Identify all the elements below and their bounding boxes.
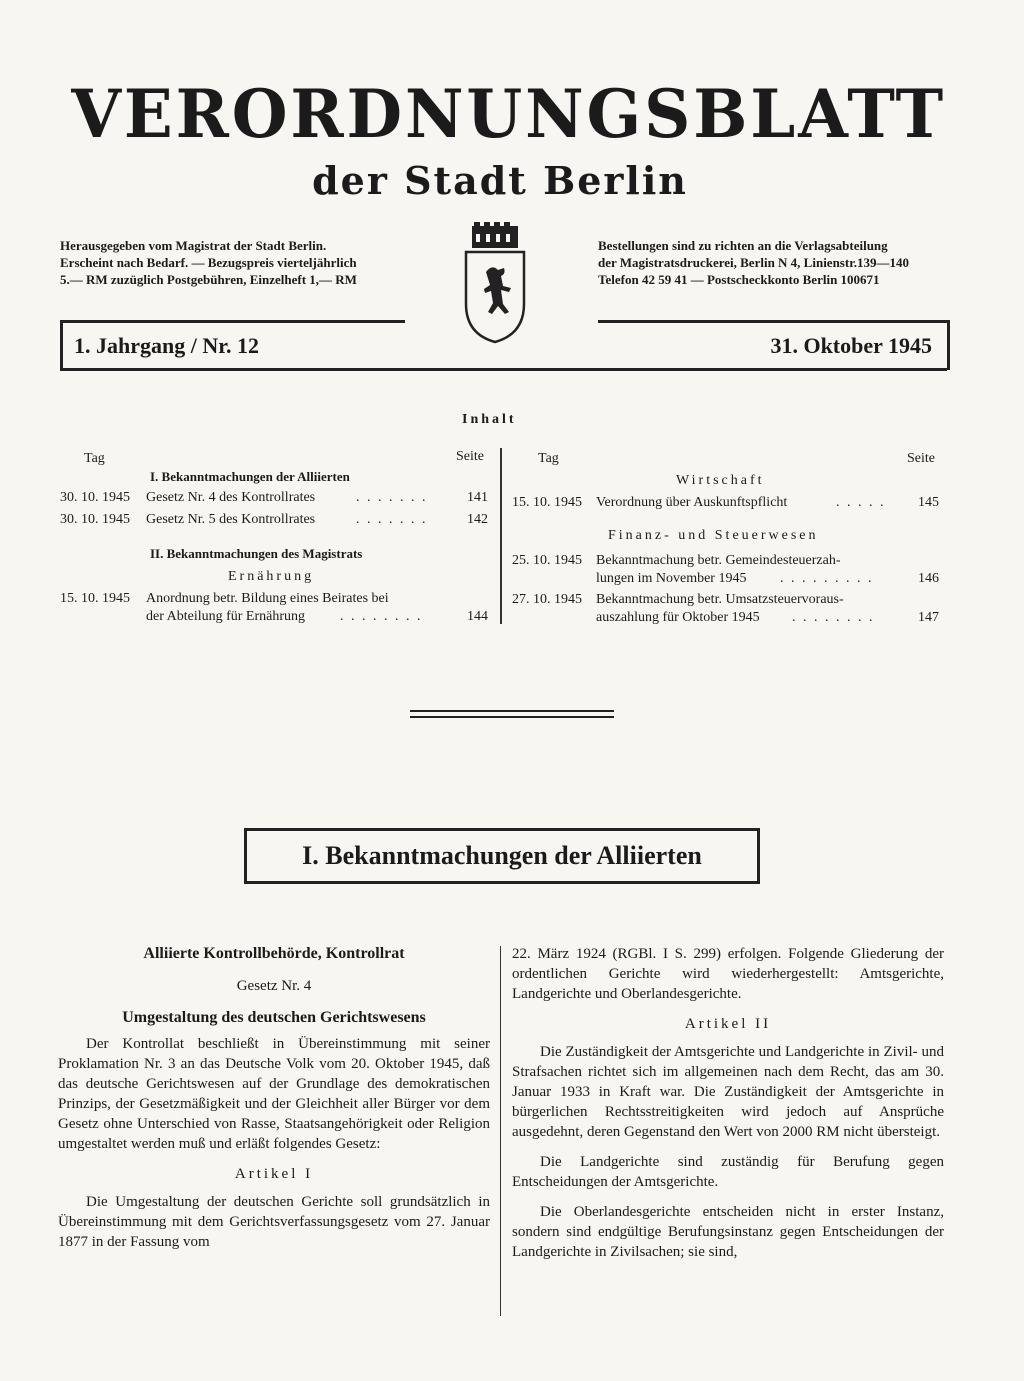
toc-page: 142 <box>467 512 488 527</box>
toc-leader: . . . . . <box>836 495 886 510</box>
toc-col-tag: Tag <box>84 451 105 466</box>
toc-page: 144 <box>467 609 488 624</box>
toc-title: Inhalt <box>462 412 517 427</box>
article-right-column <box>512 944 944 1272</box>
article-left-column <box>58 944 490 1262</box>
toc-entry[interactable]: Anordnung betr. Bildung eines Beirates bei <box>146 591 389 606</box>
toc-date: 30. 10. 1945 <box>60 512 130 527</box>
toc-date: 15. 10. 1945 <box>512 495 582 510</box>
article-preamble: Der Kontrollat beschließt in Übereinstimmung mit seiner Proklamation Nr. 3 an das Deutsche Volk vom 20. Oktober 1945, daß das deutsche Gerichtswesen auf der Grundlage des demokratischen Prinzips, der Gesetzmäßigkeit und der Gleichheit aller Bürger vor dem Gesetz ohne Unterschied von Rasse, Staatsangehörigkeit oder Religion umgestaltet werden muß und erläßt folgendes Gesetz: <box>58 1036 490 1152</box>
toc-page: 146 <box>918 571 939 586</box>
toc-date: 27. 10. 1945 <box>512 592 582 607</box>
toc-entry[interactable]: der Abteilung für Ernährung <box>146 609 306 624</box>
order-line: der Magistratsdruckerei, Berlin N 4, Linienstr.139—140 <box>598 255 910 270</box>
order-line: Bestellungen sind zu richten an die Verlagsabteilung <box>598 238 888 253</box>
section-heading: I. Bekanntmachungen der Alliierten <box>244 828 760 884</box>
toc-column-divider <box>500 448 502 624</box>
publisher-line: 5.— RM zuzüglich Postgebühren, Einzelheft 1,— RM <box>60 272 357 287</box>
article-authority: Alliierte Kontrollbehörde, Kontrollrat <box>143 945 405 962</box>
article-title: Umgestaltung des deutschen Gerichtswesens <box>122 1009 426 1026</box>
publisher-line: Erscheint nach Bedarf. — Bezugspreis vierteljährlich <box>60 255 357 270</box>
issue-date: 31. Oktober 1945 <box>770 333 932 358</box>
toc-col-seite: Seite <box>456 449 484 464</box>
article-heading: Artikel II <box>684 1016 772 1032</box>
toc-col-seite: Seite <box>907 451 935 466</box>
order-info <box>598 237 948 288</box>
article-paragraph: 22. März 1924 (RGBl. I S. 299) erfolgen. Folgende Gliederung der ordentlichen Gerichte wird wiederhergestellt: Amtsgerichte, Landgerichte und Oberlandesgerichte. <box>512 946 944 1002</box>
toc-entry[interactable]: lungen im November 1945 <box>596 571 747 586</box>
article-paragraph: Die Zuständigkeit der Amtsgerichte und Landgerichte in Zivil- und Strafsachen richtet sich im allgemeinen nach dem Recht, das am 30. Januar 1933 in Kraft war. Die Zuständigkeit der Amtsgerichte in bürgerlichen Rechtsstreitigkeiten wird jedoch auf Ansprüche ausgedehnt, deren Gegenstand den Wert von 2000 RM nicht übersteigt. <box>512 1044 944 1140</box>
toc-col-tag: Tag <box>538 451 559 466</box>
toc-section: II. Bekanntmachungen des Magistrats <box>150 546 363 561</box>
toc-entry[interactable]: Gesetz Nr. 5 des Kontrollrates <box>146 512 316 527</box>
article-law-number: Gesetz Nr. 4 <box>236 978 312 994</box>
toc-leader: . . . . . . . . <box>792 610 875 625</box>
toc-subsection: Finanz- und Steuerwesen <box>608 528 819 543</box>
toc-page: 147 <box>918 610 939 625</box>
toc-date: 30. 10. 1945 <box>60 490 130 505</box>
toc-leader: . . . . . . . <box>356 490 428 505</box>
divider <box>410 710 614 712</box>
toc-date: 15. 10. 1945 <box>60 591 130 606</box>
toc-subsection: Ernährung <box>228 569 315 584</box>
toc-page: 145 <box>918 495 939 510</box>
toc-entry[interactable]: auszahlung für Oktober 1945 <box>596 610 760 625</box>
toc-date: 25. 10. 1945 <box>512 553 582 568</box>
divider <box>60 320 405 323</box>
toc-page: 141 <box>467 490 488 505</box>
article-heading: Artikel I <box>234 1166 314 1182</box>
toc-entry[interactable]: Bekanntmachung betr. Umsatzsteuervoraus- <box>596 592 844 607</box>
toc-leader: . . . . . . . <box>356 512 428 527</box>
toc-entry[interactable]: Verordnung über Auskunftspflicht <box>596 495 788 510</box>
publisher-line: Herausgegeben vom Magistrat der Stadt Berlin. <box>60 238 327 253</box>
toc-leader: . . . . . . . . . <box>780 571 874 586</box>
toc-section: I. Bekanntmachungen der Alliierten <box>150 469 350 484</box>
article-paragraph: Die Oberlandesgerichte entscheiden nicht in erster Instanz, sondern sind endgültige Berufungsinstanz gegen Entscheidungen der Landgerichte in Zivilsachen; sie sind, <box>512 1204 944 1260</box>
masthead-subtitle: der Stadt Berlin <box>312 158 688 203</box>
toc-leader: . . . . . . . . <box>340 609 423 624</box>
masthead-title: VERORDNUNGSBLATT <box>71 75 947 153</box>
divider <box>410 716 614 718</box>
article-paragraph: Die Umgestaltung der deutschen Gerichte soll grundsätzlich in Übereinstimmung mit dem Gerichtsverfassungsgesetz vom 27. Januar 1877 in der Fassung vom <box>58 1194 490 1250</box>
toc-subsection: Wirtschaft <box>676 473 765 488</box>
article-paragraph: Die Landgerichte sind zuständig für Berufung gegen Entscheidungen der Amtsgerichte. <box>512 1154 944 1190</box>
order-line: Telefon 42 59 41 — Postscheckkonto Berlin 100671 <box>598 272 880 287</box>
toc-entry[interactable]: Bekanntmachung betr. Gemeindesteuerzah- <box>596 553 841 568</box>
issue-number: 1. Jahrgang / Nr. 12 <box>74 333 259 358</box>
toc-entry[interactable]: Gesetz Nr. 4 des Kontrollrates <box>146 490 316 505</box>
publisher-info <box>60 237 410 288</box>
divider <box>60 368 947 371</box>
divider <box>598 320 947 323</box>
column-divider <box>500 946 501 1316</box>
